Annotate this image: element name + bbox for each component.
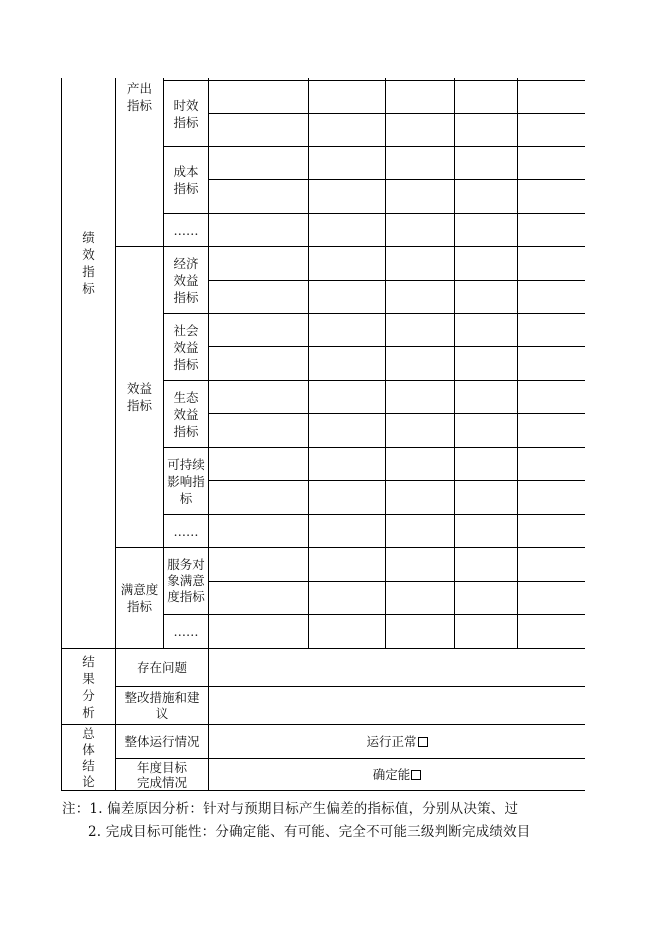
social-benefit-cell bbox=[164, 314, 208, 380]
overall-operation-cell bbox=[116, 725, 208, 758]
result-analysis-label: 结果分析 bbox=[82, 653, 95, 720]
performance-indicators-header bbox=[62, 78, 115, 448]
ecological-benefit-cell bbox=[164, 381, 208, 447]
rectification-cell bbox=[116, 687, 208, 724]
timeliness-label: 时效指标 bbox=[173, 98, 199, 130]
ellipsis-text: …… bbox=[173, 222, 199, 238]
output-indicators-header bbox=[116, 80, 163, 120]
cost-indicators-cell bbox=[164, 147, 208, 213]
operation-status-cell[interactable] bbox=[209, 725, 585, 758]
completion-status-text: 确定能 bbox=[372, 767, 411, 782]
sustainable-impact-cell bbox=[164, 448, 208, 514]
cost-label: 成本指标 bbox=[173, 164, 199, 196]
service-satisfaction-cell bbox=[164, 548, 208, 614]
performance-indicators-label: 绩效指标 bbox=[82, 230, 95, 296]
completion-status-cell[interactable] bbox=[209, 759, 585, 790]
ellipsis-text: …… bbox=[173, 624, 199, 639]
note-line-1: 注：1. 偏差原因分析：针对与预期目标产生偏差的指标值，分别从决策、过 bbox=[62, 801, 519, 817]
operation-status-text: 运行正常 bbox=[366, 734, 417, 749]
economic-benefit-cell bbox=[164, 247, 208, 313]
satisfaction-indicators-header bbox=[116, 548, 163, 648]
empty-checkbox-icon[interactable] bbox=[418, 737, 428, 747]
timeliness-indicators-cell bbox=[164, 81, 208, 147]
empty-checkbox-icon[interactable] bbox=[411, 770, 421, 780]
result-analysis-header bbox=[62, 649, 115, 724]
benefit-indicators-header bbox=[116, 247, 163, 547]
overall-conclusion-label: 总体结论 bbox=[82, 725, 95, 789]
ecological-benefit-label: 生态效益指标 bbox=[173, 389, 199, 439]
annual-target-cell bbox=[116, 759, 208, 790]
existing-problems-cell bbox=[116, 649, 208, 686]
note-line-2: 2. 完成目标可能性：分确定能、有可能、完全不可能三级判断完成绩效目 bbox=[88, 824, 531, 840]
satisfaction-ellipsis-cell bbox=[164, 615, 208, 648]
output-indicators-label: 产出指标 bbox=[126, 81, 152, 113]
economic-benefit-label: 经济效益指标 bbox=[173, 255, 199, 305]
satisfaction-indicators-label: 满意度指标 bbox=[120, 582, 159, 614]
existing-problems-label: 存在问题 bbox=[136, 660, 187, 675]
overall-conclusion-header bbox=[62, 725, 115, 790]
rectification-label: 整改措施和建议 bbox=[124, 689, 200, 721]
ellipsis-text: …… bbox=[173, 523, 199, 539]
benefit-ellipsis-cell bbox=[164, 515, 208, 547]
overall-operation-label: 整体运行情况 bbox=[124, 734, 200, 749]
service-satisfaction-label: 服务对象满意度指标 bbox=[167, 557, 205, 604]
social-benefit-label: 社会效益指标 bbox=[173, 322, 199, 372]
page-crop-mask bbox=[585, 0, 662, 936]
output-ellipsis-cell bbox=[164, 214, 208, 246]
annual-target-label: 年度目标完成情况 bbox=[136, 759, 187, 790]
benefit-indicators-label: 效益指标 bbox=[126, 381, 152, 413]
sustainable-impact-label: 可持续影响指标 bbox=[167, 456, 205, 506]
